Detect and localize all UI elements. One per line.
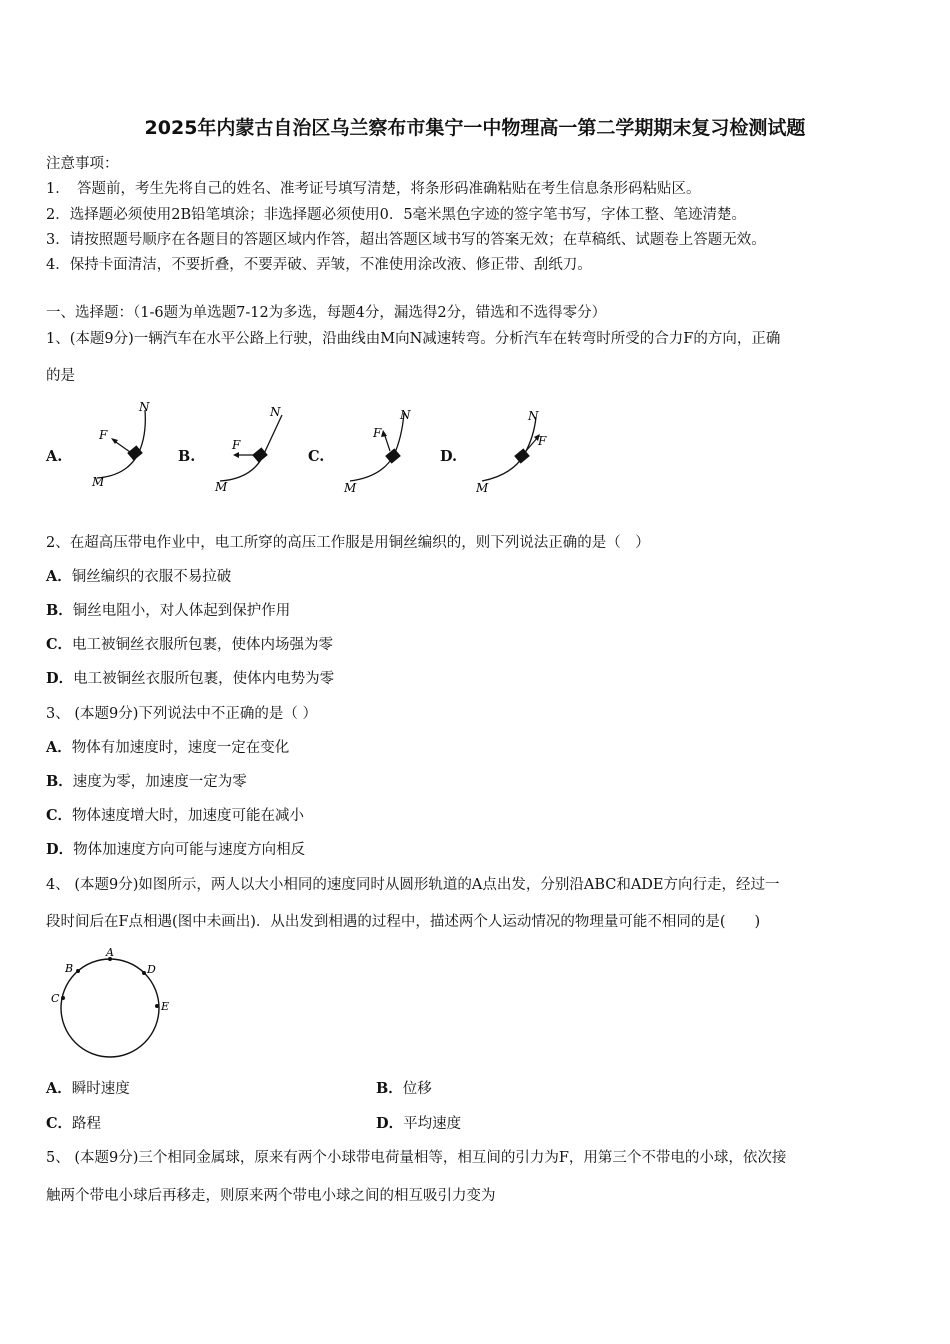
question-5-stem-cont: 触两个带电小球后再移走，则原来两个带电小球之间的相互吸引力变为 (46, 1188, 496, 1204)
section-heading: 一、选择题：（1-6题为单选题7-12为多选，每题4分，漏选得2分，错选和不选得零分） (46, 305, 607, 321)
label-n: N (139, 400, 150, 414)
label-n: N (400, 408, 411, 422)
q4-option-c: C．路程 (46, 1115, 102, 1132)
question-1-stem-cont: 的是 (46, 368, 75, 384)
point-b: B (65, 962, 74, 975)
q1-option-b-label: B. (178, 448, 196, 465)
q3-option-c: C．物体速度增大时，加速度可能在减小 (46, 807, 305, 824)
q1-figure-a (85, 398, 175, 490)
question-2-stem: 2、在超高压带电作业中，电工所穿的高压工作服是用铜丝编织的，则下列说法正确的是（ ） (46, 535, 650, 551)
question-3-stem: 3、 (本题9分)下列说法中不正确的是（ ） (46, 706, 317, 722)
q4-option-d: D．平均速度 (376, 1115, 462, 1132)
label-n: N (528, 409, 539, 423)
q3-option-a: A．物体有加速度时，速度一定在变化 (46, 739, 290, 756)
label-f: F (373, 426, 382, 440)
point-c: C (51, 992, 60, 1005)
notes-heading: 注意事项： (46, 156, 119, 172)
point-a: A (106, 946, 114, 959)
label-m: M (92, 475, 105, 489)
page-title: 2025年内蒙古自治区乌兰察布市集宁一中物理高一第二学期期末复习检测试题 (144, 117, 806, 139)
point-e: E (161, 1000, 170, 1013)
label-m: M (215, 480, 228, 494)
q2-option-a: A．铜丝编织的衣服不易拉破 (46, 568, 232, 585)
note-item: 3．请按照题号顺序在各题目的答题区域内作答，超出答题区域书写的答案无效；在草稿纸、试题卷上答题无效。 (46, 232, 766, 248)
q4-option-a: A．瞬时速度 (46, 1080, 130, 1097)
q2-option-b: B．铜丝电阻小，对人体起到保护作用 (46, 602, 291, 619)
q3-option-d: D．物体加速度方向可能与速度方向相反 (46, 841, 306, 858)
label-f: F (99, 428, 108, 442)
q2-option-c: C．电工被铜丝衣服所包裹，使体内场强为零 (46, 636, 334, 653)
circle-track-figure (45, 942, 185, 1062)
label-f: F (232, 438, 241, 452)
label-f: F (538, 434, 547, 448)
q2-option-d: D．电工被铜丝衣服所包裹，使体内电势为零 (46, 670, 335, 687)
q3-option-b: B．速度为零，加速度一定为零 (46, 773, 247, 790)
point-d: D (147, 963, 156, 976)
label-n: N (270, 405, 281, 419)
q1-option-c-label: C. (308, 448, 325, 465)
label-m: M (344, 481, 357, 495)
q4-option-b: B．位移 (376, 1080, 432, 1097)
q1-option-a-label: A. (46, 448, 63, 465)
note-item: 1． 答题前，考生先将自己的姓名、准考证号填写清楚，将条形码准确粘贴在考生信息条形码粘贴区。 (46, 181, 701, 197)
note-item: 4．保持卡面清洁，不要折叠，不要弄破、弄皱，不准使用涂改液、修正带、刮纸刀。 (46, 257, 592, 273)
question-4-stem: 4、 (本题9分)如图所示，两人以大小相同的速度同时从圆形轨道的A点出发，分别沿ABC和ADE方向行走，经过一 (46, 877, 780, 893)
q1-figure-d (470, 403, 560, 495)
label-m: M (476, 481, 489, 495)
q1-figure-b (210, 403, 290, 495)
q1-option-d-label: D. (440, 448, 458, 465)
question-4-stem-cont: 段时间后在F点相遇(图中未画出)．从出发到相遇的过程中，描述两个人运动情况的物理量可能不相同的是( ) (46, 914, 761, 930)
question-1-stem: 1、(本题9分)一辆汽车在水平公路上行驶，沿曲线由M向N减速转弯。分析汽车在转弯时所受的合力F的方向，正确 (46, 331, 781, 347)
note-item: 2．选择题必须使用2B铅笔填涂；非选择题必须使用0．5毫米黑色字迹的签字笔书写，字体工整、笔迹清楚。 (46, 207, 747, 223)
q1-figure-c (340, 403, 420, 495)
question-5-stem: 5、 (本题9分)三个相同金属球，原来有两个小球带电荷量相等，相互间的引力为F，用第三个不带电的小球，依次接 (46, 1150, 787, 1166)
